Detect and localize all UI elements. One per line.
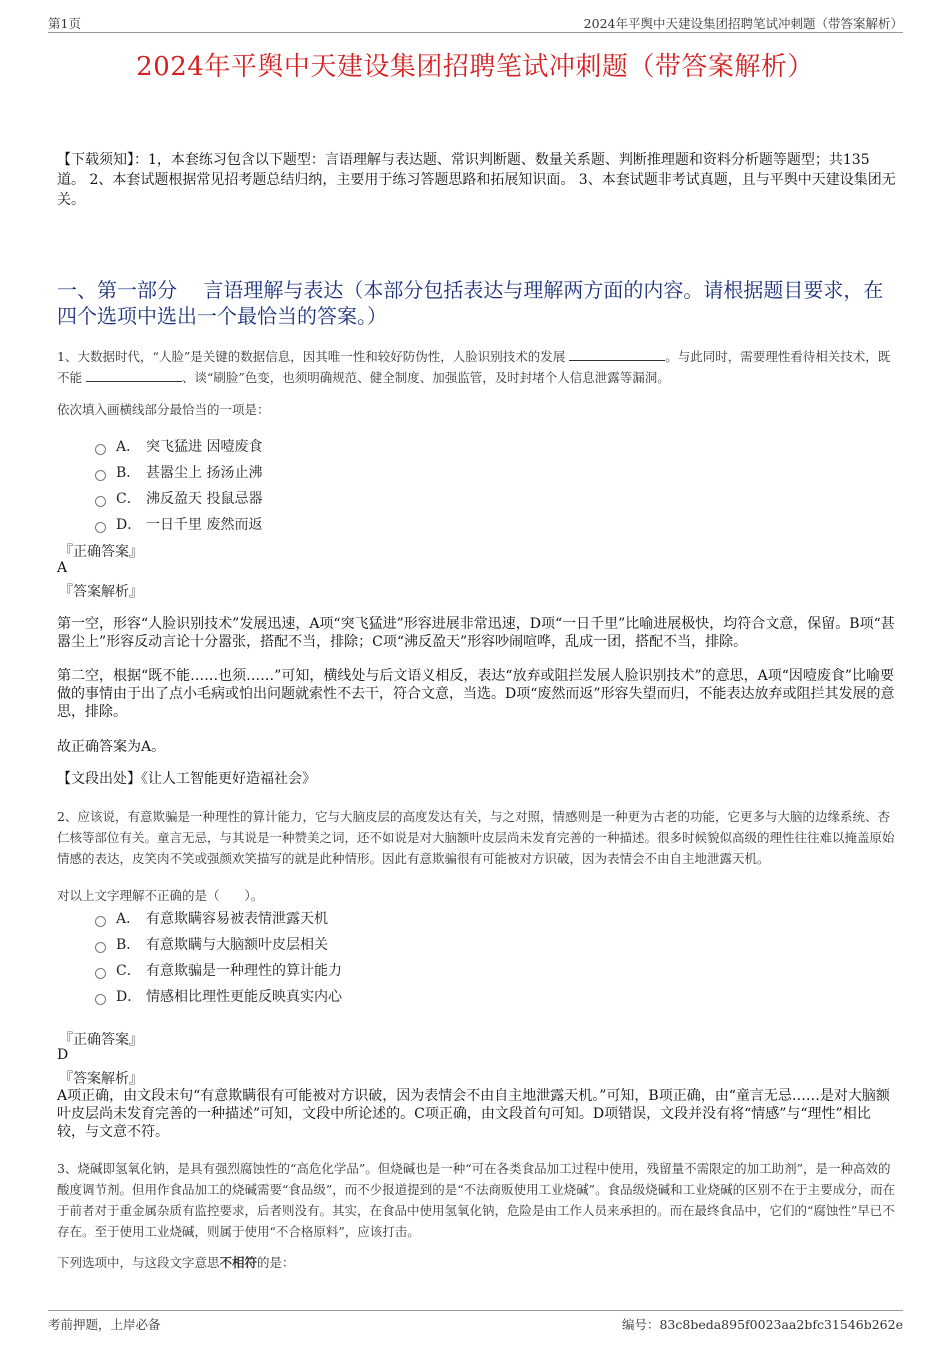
analysis-label: 『答案解析』 bbox=[59, 584, 143, 600]
question-2-text: 2、应该说，有意欺骗是一种理性的算计能力，它与大脑皮层的高度发达有关，与之对照，情感则是一种更为古老的功能，它更多与大脑的边缘系统、杏仁核等部位有关。童言无忌，与其说是一种赞美之词，还不如说是对大脑额叶皮层尚未发育完善的一种描述。很多时候貌似高级的理性往往难以掩盖原始情感的表达，皮笑肉不笑或强颜欢笑描写的就是此种情形。因此有意欺骗很有可能被对方识破，因为表情会不由自主地泄露天机。 bbox=[57, 809, 895, 866]
section-heading: 一、第一部分 言语理解与表达（本部分包括表达与理解两方面的内容。请根据题目要求，在四个选项中选出一个最恰当的答案。） bbox=[57, 278, 884, 328]
option-d[interactable]: D． 一日千里 废然而返 bbox=[95, 511, 262, 537]
page-footer bbox=[48, 1310, 903, 1331]
question-2-prompt: 对以上文字理解不正确的是（ ）。 bbox=[57, 888, 264, 903]
radio-icon[interactable] bbox=[95, 444, 106, 455]
text-source: 【文段出处】《让人工智能更好造福社会》 bbox=[57, 771, 316, 787]
download-notice: 【下载须知】：1，本套练习包含以下题型：言语理解与表达题、常识判断题、数量关系题、判断推理题和资料分析题等题型；共135道。 2、本套试题根据常见招考题总结归纳，主要用于练习答题思路和拓展知识面。 3、本套试题非考试真题，且与平舆中天建设集团无关。 bbox=[57, 152, 896, 208]
header-doc-title: 2024年平舆中天建设集团招聘笔试冲刺题（带答案解析） bbox=[583, 16, 903, 31]
option-b[interactable]: B． 有意欺瞒与大脑额叶皮层相关 bbox=[95, 931, 342, 957]
question-3-text: 3、烧碱即氢氧化钠，是具有强烈腐蚀性的“高危化学品”。但烧碱也是一种“可在各类食品加工过程中使用，残留量不需限定的加工助剂”，是一种高效的酸度调节剂。但用作食品加工的烧碱需要“食品级”，而不少报道提到的是“不法商贩使用工业烧碱”。食品级烧碱和工业烧碱的区别不在于主要成分，而在于前者对于重金属杂质有监控要求，后者则没有。其实，在食品中使用氢氧化钠，危险是由工作人员来承担的。而在最终食品中，它们的“腐蚀性”早已不存在。至于使用工业烧碱，则属于使用“不合格原料”，应该打击。 bbox=[57, 1161, 896, 1239]
option-c[interactable]: C． 沸反盈天 投鼠忌器 bbox=[95, 485, 262, 511]
page-header bbox=[48, 14, 903, 33]
option-c[interactable]: C． 有意欺骗是一种理性的算计能力 bbox=[95, 957, 342, 983]
option-b[interactable]: B． 甚嚣尘上 扬汤止沸 bbox=[95, 459, 262, 485]
radio-icon[interactable] bbox=[95, 916, 106, 927]
radio-icon[interactable] bbox=[95, 522, 106, 533]
radio-icon[interactable] bbox=[95, 968, 106, 979]
blank-1 bbox=[569, 348, 665, 361]
footer-slogan: 考前押题，上岸必备 bbox=[48, 1317, 161, 1332]
option-d[interactable]: D． 情感相比理性更能反映真实内心 bbox=[95, 983, 342, 1009]
blank-2 bbox=[86, 369, 182, 382]
analysis-paragraph: A项正确，由文段末句“有意欺瞒很有可能被对方识破，因为表情会不由自主地泄露天机。”可知，B项正确，由“童言无忌……是对大脑额叶皮层尚未发育完善的一种描述”可知，文段中所论述的。C项正确，由文段首句可知。D项错误，文段并没有将“情感”与“理性”相比较，与文意不符。 bbox=[57, 1088, 890, 1140]
analysis-label: 『答案解析』 bbox=[59, 1071, 143, 1087]
analysis-conclusion: 故正确答案为A。 bbox=[57, 739, 166, 755]
radio-icon[interactable] bbox=[95, 994, 106, 1005]
question-1-text: 1、大数据时代，“人脸”是关键的数据信息，因其唯一性和较好防伪性，人脸识别技术的发展 。与此同时，需要理性看待相关技术，既不能 、谈“刷脸”色变，也须明确规范、健全制度、加强监管，及时封堵个人信息泄露等漏洞。 bbox=[57, 349, 891, 385]
option-a[interactable]: A． 有意欺瞒容易被表情泄露天机 bbox=[95, 905, 342, 931]
question-1-options bbox=[95, 433, 262, 537]
answer-value: D bbox=[57, 1047, 69, 1063]
page-number: 第1页 bbox=[48, 16, 81, 31]
radio-icon[interactable] bbox=[95, 470, 106, 481]
document-title: 2024年平舆中天建设集团招聘笔试冲刺题（带答案解析） bbox=[136, 52, 814, 82]
question-1-prompt: 依次填入画横线部分最恰当的一项是： bbox=[57, 402, 270, 417]
radio-icon[interactable] bbox=[95, 496, 106, 507]
radio-icon[interactable] bbox=[95, 942, 106, 953]
answer-label: 『正确答案』 bbox=[59, 1032, 143, 1048]
answer-value: A bbox=[57, 560, 68, 576]
option-a[interactable]: A． 突飞猛进 因噎废食 bbox=[95, 433, 262, 459]
analysis-paragraph-1: 第一空，形容“人脸识别技术”发展迅速，A项“突飞猛进”形容进展非常迅速，D项“一日千里”比喻进展极快，均符合文意，保留。B项“甚嚣尘上”形容反动言论十分嚣张，搭配不当，排除；C项“沸反盈天”形容吵闹喧哗，乱成一团，搭配不当，排除。 bbox=[57, 616, 895, 650]
footer-doc-id: 编号：83c8beda895f0023aa2bfc31546b262e bbox=[621, 1317, 903, 1332]
analysis-paragraph-2: 第二空，根据“既不能……也须……”可知，横线处与后文语义相反，表达“放弃或阻拦发展人脸识别技术”的意思，A项“因噎废食”比喻要做的事情由于出了点小毛病或怕出问题就索性不去干，符合文意，当选。D项“废然而返”形容失望而归，不能表达放弃或阻拦其发展的意思，排除。 bbox=[57, 668, 895, 720]
question-3-prompt: 下列选项中，与这段文字意思不相符的是： bbox=[57, 1255, 295, 1270]
question-2-options bbox=[95, 905, 342, 1009]
answer-label: 『正确答案』 bbox=[59, 544, 143, 560]
